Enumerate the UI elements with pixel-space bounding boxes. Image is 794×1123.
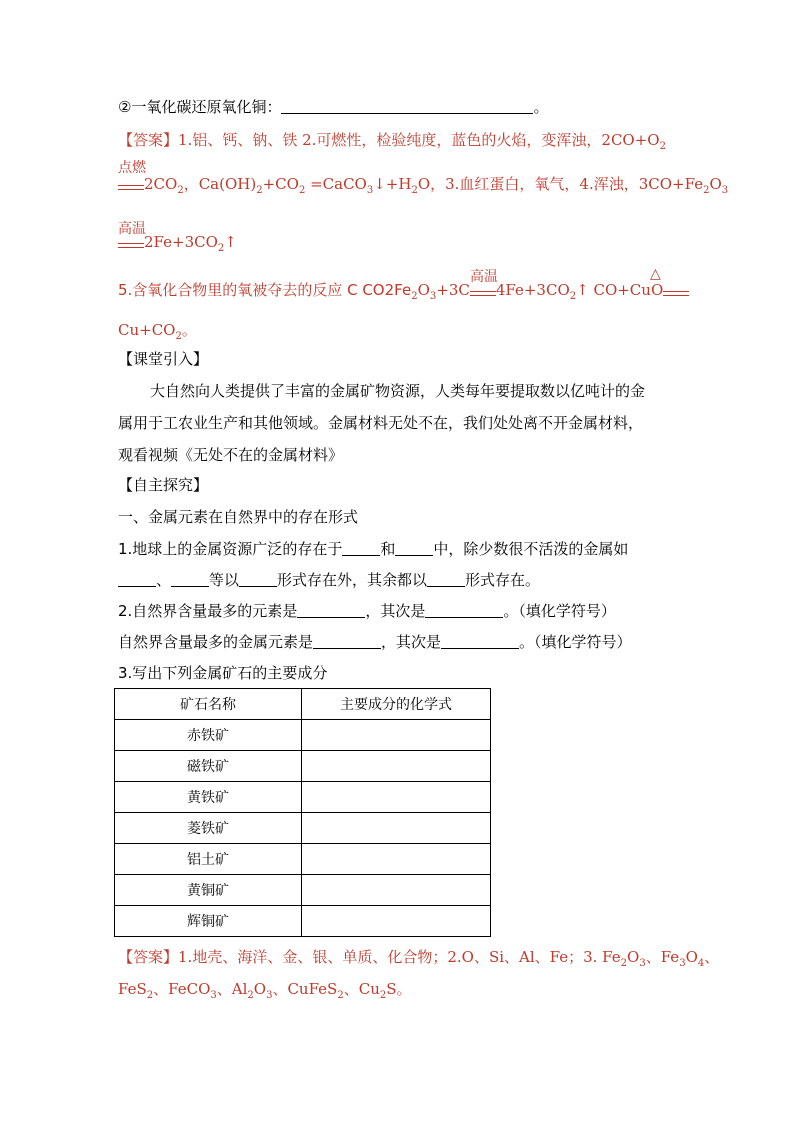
- ore-name-cell: 黄铜矿: [115, 875, 302, 906]
- column-header-ore-name: 矿石名称: [115, 689, 302, 720]
- question-3: 3.写出下列金属矿石的主要成分: [118, 664, 328, 682]
- answer-blank[interactable]: [297, 602, 365, 618]
- equals-sign-icon: [470, 281, 496, 301]
- intro-paragraph-line-1: 大自然向人类提供了丰富的金属矿物资源，人类每年要提取数以亿吨计的金: [150, 382, 646, 400]
- formula-input-cell[interactable]: [302, 751, 491, 782]
- answer-blank[interactable]: [281, 98, 533, 114]
- ore-name-cell: 黄铁矿: [115, 782, 302, 813]
- table-row: [115, 813, 491, 844]
- question-co-cuo: ②一氧化碳还原氧化铜： 。: [118, 98, 549, 116]
- table-row: [115, 782, 491, 813]
- answer-line-5: $Cu+CO_2$。: [118, 321, 197, 342]
- ore-name-cell: 铝土矿: [115, 844, 302, 875]
- answer-2-line-1: 【答案】1.地壳、海洋、金、银、单质、化合物；2.O、Si、Al、Fe；3. $Fe_2O_3$、$Fe_3O_4$、: [118, 948, 720, 969]
- formula-input-cell[interactable]: [302, 875, 491, 906]
- answer-blank[interactable]: [239, 571, 277, 587]
- answer-2-line-2: FeS$_2$、FeCO$_3$、$Al_2O_3$、CuFeS$_2$、$Cu_2S$。: [118, 980, 412, 1001]
- ore-table: [114, 688, 491, 937]
- equals-sign-icon: [118, 175, 144, 195]
- equals-sign-icon: [663, 281, 689, 301]
- section-heading-intro: 【课堂引入】: [118, 350, 209, 368]
- section-heading-explore: 【自主探究】: [118, 476, 209, 494]
- answer-line-2: $2CO_2$，$Ca(OH)_2+CO_2$ $=CaCO_3↓+H_2O$，3.血红蛋白，氧气，4.浑浊，$3CO+Fe_2O_3$: [118, 174, 728, 201]
- table-row: [115, 751, 491, 782]
- answer-blank[interactable]: [342, 540, 380, 556]
- question-2-line-1: 2.自然界含量最多的元素是 ，其次是 。（填化学符号）: [118, 602, 616, 620]
- answer-blank[interactable]: [118, 571, 156, 587]
- formula-input-cell[interactable]: [302, 813, 491, 844]
- answer-blank[interactable]: [313, 633, 381, 649]
- heading-existence-forms: 一、金属元素在自然界中的存在形式: [118, 508, 359, 526]
- table-row: [115, 875, 491, 906]
- answer-line-1: 【答案】1.铝、钙、钠、铁 2.可燃性，检验纯度，蓝色的火焰，变浑浊，$2CO+O_2$: [118, 131, 666, 152]
- answer-blank[interactable]: [395, 540, 433, 556]
- answer-line-3: $2Fe+3CO_2↑$: [118, 232, 237, 259]
- answer-tag: 【答案】: [118, 131, 179, 149]
- question-2-line-2: 自然界含量最多的金属元素是 ，其次是 。（填化学符号）: [118, 633, 632, 651]
- ore-name-cell: 磁铁矿: [115, 751, 302, 782]
- condition-gaowen-2: 高温: [470, 269, 498, 285]
- formula-input-cell[interactable]: [302, 720, 491, 751]
- answer-blank[interactable]: [171, 571, 209, 587]
- formula-input-cell[interactable]: [302, 782, 491, 813]
- table-row: [115, 720, 491, 751]
- question-text: ②一氧化碳还原氧化铜：: [118, 98, 282, 116]
- condition-triangle: △: [650, 266, 661, 282]
- ore-name-cell: 赤铁矿: [115, 720, 302, 751]
- answer-tag: 【答案】: [118, 948, 179, 966]
- answer-blank[interactable]: [441, 633, 519, 649]
- answer-blank[interactable]: [425, 602, 503, 618]
- ore-name-cell: 辉铜矿: [115, 906, 302, 937]
- equals-sign-icon: [118, 233, 144, 253]
- formula-input-cell[interactable]: [302, 844, 491, 875]
- answer-line-4: 5.含氧化合物里的氧被夺去的反应 C $CO2Fe_2O_3+3C$ $4Fe+3CO_2↑$ CO+CuO: [118, 280, 689, 307]
- table-row: [115, 906, 491, 937]
- answer-blank[interactable]: [427, 571, 465, 587]
- ore-name-cell: 菱铁矿: [115, 813, 302, 844]
- condition-gaowen: 高温: [118, 221, 146, 237]
- column-header-formula: 主要成分的化学式: [302, 689, 491, 720]
- table-header-row: [115, 689, 491, 720]
- question-1-line-2: 、 等以 形式存在外，其余都以 形式存在。: [118, 570, 540, 590]
- condition-dianran: 点燃: [118, 160, 146, 176]
- intro-paragraph-line-2: 属用于工农业生产和其他领域。金属材料无处不在，我们处处离不开金属材料，: [118, 414, 644, 432]
- intro-paragraph-line-3: 观看视频《无处不在的金属材料》: [118, 446, 344, 464]
- formula-input-cell[interactable]: [302, 906, 491, 937]
- table-row: [115, 844, 491, 875]
- question-1-line-1: 1.地球上的金属资源广泛的存在于 和 中，除少数很不活泼的金属如: [118, 540, 629, 558]
